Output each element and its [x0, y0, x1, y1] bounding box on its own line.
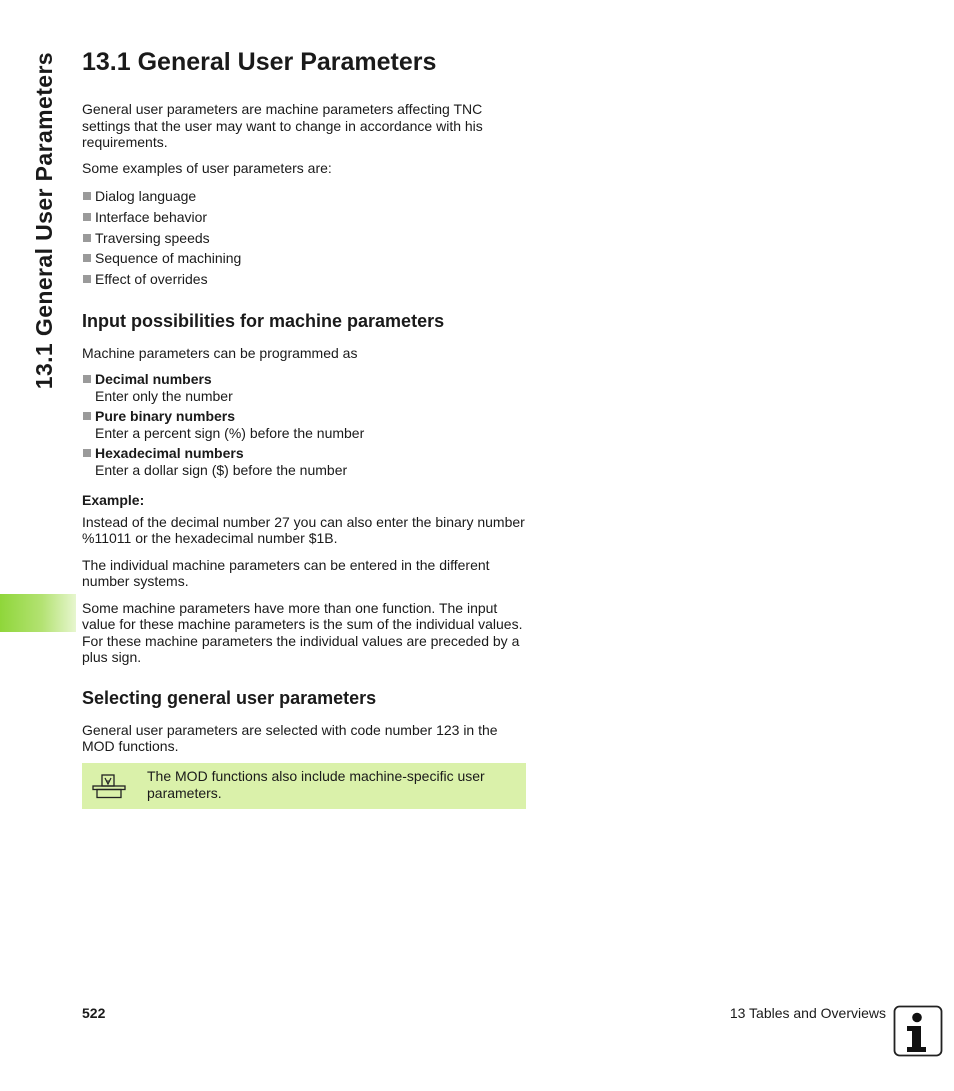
page-number: 522 — [82, 1005, 106, 1021]
bullet-square-icon — [83, 449, 91, 457]
machine-note-box — [82, 763, 526, 809]
list-item — [82, 207, 532, 228]
list-item-text: Dialog language — [95, 188, 197, 204]
list-item — [82, 186, 532, 207]
list-item-text: Sequence of machining — [95, 250, 242, 267]
vertical-chapter-title-text: 13.1 General User Parameters — [31, 52, 57, 390]
input-type-title: Decimal numbers — [95, 371, 212, 388]
input-type-desc: Enter a percent sign (%) before the number — [95, 424, 365, 441]
bullet-square-icon — [83, 254, 91, 262]
vertical-chapter-title — [28, 52, 60, 414]
input-type-title: Pure binary numbers — [95, 408, 236, 425]
chapter-tab-marker — [0, 594, 76, 632]
bullet-square-icon — [83, 192, 91, 200]
section-heading-select: Selecting general user parameters — [82, 687, 377, 708]
select-paragraph: General user parameters are selected with code number 123 in the MOD functions. — [82, 721, 498, 755]
example-paragraph: Instead of the decimal number 27 you can also enter the binary number %11011 or the hexadecimal number $1B. — [82, 513, 525, 547]
list-item — [82, 408, 532, 441]
bullet-square-icon — [83, 275, 91, 283]
multi-function-paragraph: Some machine parameters have more than one function. The input value for these machine parameters is the sum of the individual values. For these machine parameters the individual values are preceded by a plus sign. — [82, 599, 523, 666]
bullet-square-icon — [83, 412, 91, 420]
list-item — [82, 371, 532, 404]
list-item-text: Effect of overrides — [95, 271, 208, 287]
list-item-text: Interface behavior — [95, 208, 208, 225]
info-icon — [893, 1005, 943, 1057]
input-lead: Machine parameters can be programmed as — [82, 344, 358, 361]
footer-chapter: 13 Tables and Overviews — [729, 1005, 886, 1021]
list-item — [82, 248, 532, 269]
input-type-desc: Enter a dollar sign ($) before the number — [95, 461, 348, 478]
list-item — [82, 445, 532, 478]
list-item — [82, 228, 532, 249]
examples-list — [82, 186, 532, 290]
number-systems-paragraph: The individual machine parameters can be entered in the different number systems. — [82, 556, 490, 590]
input-type-title: Hexadecimal numbers — [95, 445, 244, 462]
bullet-square-icon — [83, 234, 91, 242]
section-heading-input: Input possibilities for machine parameters — [82, 310, 445, 331]
note-text: The MOD functions also include machine-specific user parameters. — [147, 768, 485, 801]
bullet-square-icon — [83, 375, 91, 383]
bullet-square-icon — [83, 213, 91, 221]
examples-lead: Some examples of user parameters are: — [82, 159, 332, 176]
input-type-desc: Enter only the number — [95, 387, 233, 404]
list-item-text: Traversing speeds — [95, 229, 210, 246]
example-label: Example: — [82, 492, 145, 509]
main-content — [82, 40, 532, 755]
list-item — [82, 269, 532, 290]
machine-note-icon — [92, 773, 126, 801]
page-title: 13.1 General User Parameters — [82, 48, 437, 76]
intro-paragraph: General user parameters are machine parameters affecting TNC settings that the user may want to change in accordance with his requirements. — [82, 101, 483, 150]
input-types-list — [82, 371, 532, 478]
